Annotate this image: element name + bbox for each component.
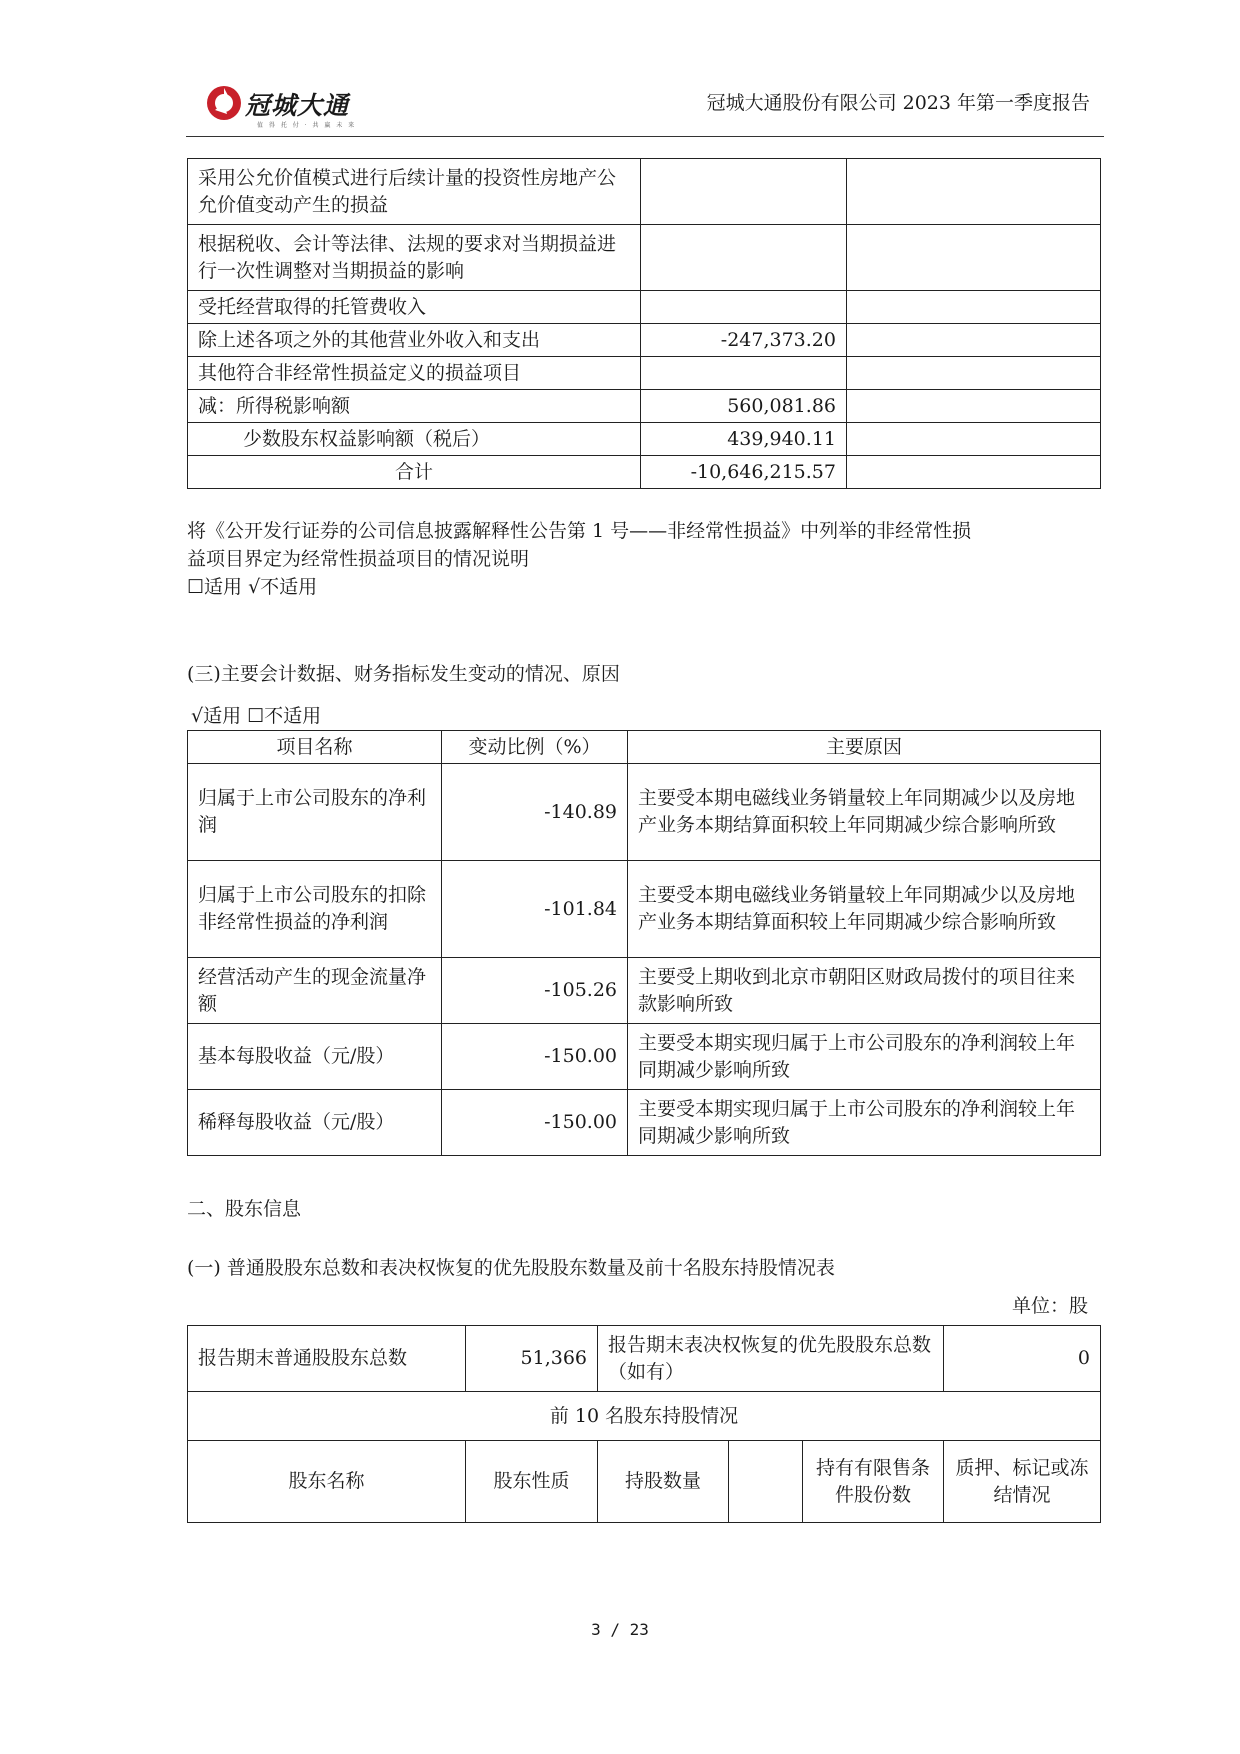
item-name: 其他符合非经常性损益定义的损益项目: [188, 357, 641, 390]
header-divider: [186, 136, 1104, 137]
company-logo: [205, 84, 355, 132]
table-header-row: [188, 1441, 1101, 1523]
logo-mark-icon: [205, 84, 243, 122]
column-header: 持有有限售条件股份数: [803, 1441, 944, 1523]
item-name: 除上述各项之外的其他营业外收入和支出: [188, 324, 641, 357]
change-reason: 主要受本期实现归属于上市公司股东的净利润较上年同期减少影响所致: [628, 1024, 1101, 1090]
column-header: 股东性质: [466, 1441, 598, 1523]
applicability-options: √适用 ☐不适用: [191, 705, 322, 727]
table-row: [188, 1326, 1101, 1392]
explanation-line-2: 益项目界定为经常性损益项目的情况说明: [187, 548, 530, 570]
change-ratio: -105.26: [442, 958, 628, 1024]
item-amount: [641, 159, 847, 225]
column-header: 股东名称: [188, 1441, 466, 1523]
total-amount: -10,646,215.57: [641, 456, 847, 489]
applicability-options: ☐适用 √不适用: [187, 576, 318, 598]
table-row: [188, 861, 1101, 958]
non-recurring-explanation: [187, 517, 1087, 601]
item-name: 受托经营取得的托管费收入: [188, 291, 641, 324]
item-amount: 439,940.11: [641, 423, 847, 456]
item-note: [847, 423, 1101, 456]
item-name: 经营活动产生的现金流量净额: [188, 958, 442, 1024]
explanation-line-1: 将《公开发行证券的公司信息披露解释性公告第 1 号——非经常性损益》中列举的非经常性损: [187, 520, 972, 542]
report-title: 冠城大通股份有限公司 2023 年第一季度报告: [706, 92, 1090, 114]
item-name: 采用公允价值模式进行后续计量的投资性房地产公允价值变动产生的损益: [188, 159, 641, 225]
item-name: 减：所得税影响额: [188, 390, 641, 423]
item-note: [847, 390, 1101, 423]
column-header: 持股数量: [598, 1441, 729, 1523]
table-total-row: [188, 456, 1101, 489]
table-row: [188, 225, 1101, 291]
table-row: [188, 1090, 1101, 1156]
item-note: [847, 291, 1101, 324]
table-row: [188, 423, 1101, 456]
table-header-row: [188, 731, 1101, 764]
shareholder-summary-table: [187, 1325, 1101, 1523]
column-header: 项目名称: [188, 731, 442, 764]
unit-label: 单位：股: [1011, 1295, 1088, 1317]
column-header: 变动比例（%）: [442, 731, 628, 764]
table-row: [188, 291, 1101, 324]
table-row: [188, 159, 1101, 225]
item-amount: [641, 225, 847, 291]
section-heading: (三)主要会计数据、财务指标发生变动的情况、原因: [187, 663, 620, 685]
item-name: 根据税收、会计等法律、法规的要求对当期损益进行一次性调整对当期损益的影响: [188, 225, 641, 291]
item-name: 少数股东权益影响额（税后）: [188, 423, 641, 456]
item-note: [847, 225, 1101, 291]
item-name: 归属于上市公司股东的扣除非经常性损益的净利润: [188, 861, 442, 958]
change-ratio: -140.89: [442, 764, 628, 861]
item-name: 稀释每股收益（元/股）: [188, 1090, 442, 1156]
change-reason: 主要受本期电磁线业务销量较上年同期减少以及房地产业务本期结算面积较上年同期减少综合影响所致: [628, 764, 1101, 861]
total-shareholders-label: 报告期末普通股股东总数: [188, 1326, 466, 1392]
change-reason: 主要受本期实现归属于上市公司股东的净利润较上年同期减少影响所致: [628, 1090, 1101, 1156]
item-note: [847, 159, 1101, 225]
item-note: [847, 357, 1101, 390]
item-note: [847, 324, 1101, 357]
table-row: [188, 357, 1101, 390]
item-amount: [641, 291, 847, 324]
section-heading: 二、股东信息: [187, 1198, 302, 1220]
item-amount: [641, 357, 847, 390]
table-row: [188, 390, 1101, 423]
change-ratio: -150.00: [442, 1024, 628, 1090]
total-label: 合计: [188, 456, 641, 489]
preferred-shareholders-label: 报告期末表决权恢复的优先股股东总数（如有）: [598, 1326, 944, 1392]
change-ratio: -101.84: [442, 861, 628, 958]
top10-title: 前 10 名股东持股情况: [188, 1392, 1101, 1441]
logo-text: 冠城大通: [245, 91, 350, 120]
item-note: [847, 456, 1101, 489]
item-name: 归属于上市公司股东的净利润: [188, 764, 442, 861]
changes-table: [187, 730, 1101, 1156]
logo-tagline: 值 得 托 付 · 共 赢 未 来: [257, 122, 357, 129]
total-shareholders-value: 51,366: [466, 1326, 598, 1392]
column-header: [729, 1441, 803, 1523]
item-name: 基本每股收益（元/股）: [188, 1024, 442, 1090]
table-row: [188, 764, 1101, 861]
item-amount: -247,373.20: [641, 324, 847, 357]
change-reason: 主要受本期电磁线业务销量较上年同期减少以及房地产业务本期结算面积较上年同期减少综合影响所致: [628, 861, 1101, 958]
table-row: [188, 1392, 1101, 1441]
table-row: [188, 958, 1101, 1024]
column-header: 质押、标记或冻结情况: [944, 1441, 1101, 1523]
preferred-shareholders-value: 0: [944, 1326, 1101, 1392]
change-reason: 主要受上期收到北京市朝阳区财政局拨付的项目往来款影响所致: [628, 958, 1101, 1024]
subsection-heading: (一) 普通股股东总数和表决权恢复的优先股股东数量及前十名股东持股情况表: [187, 1257, 835, 1279]
table-row: [188, 324, 1101, 357]
page-number: 3 / 23: [591, 1620, 649, 1639]
item-amount: 560,081.86: [641, 390, 847, 423]
column-header: 主要原因: [628, 731, 1101, 764]
non-recurring-items-table: [187, 158, 1101, 489]
change-ratio: -150.00: [442, 1090, 628, 1156]
table-row: [188, 1024, 1101, 1090]
